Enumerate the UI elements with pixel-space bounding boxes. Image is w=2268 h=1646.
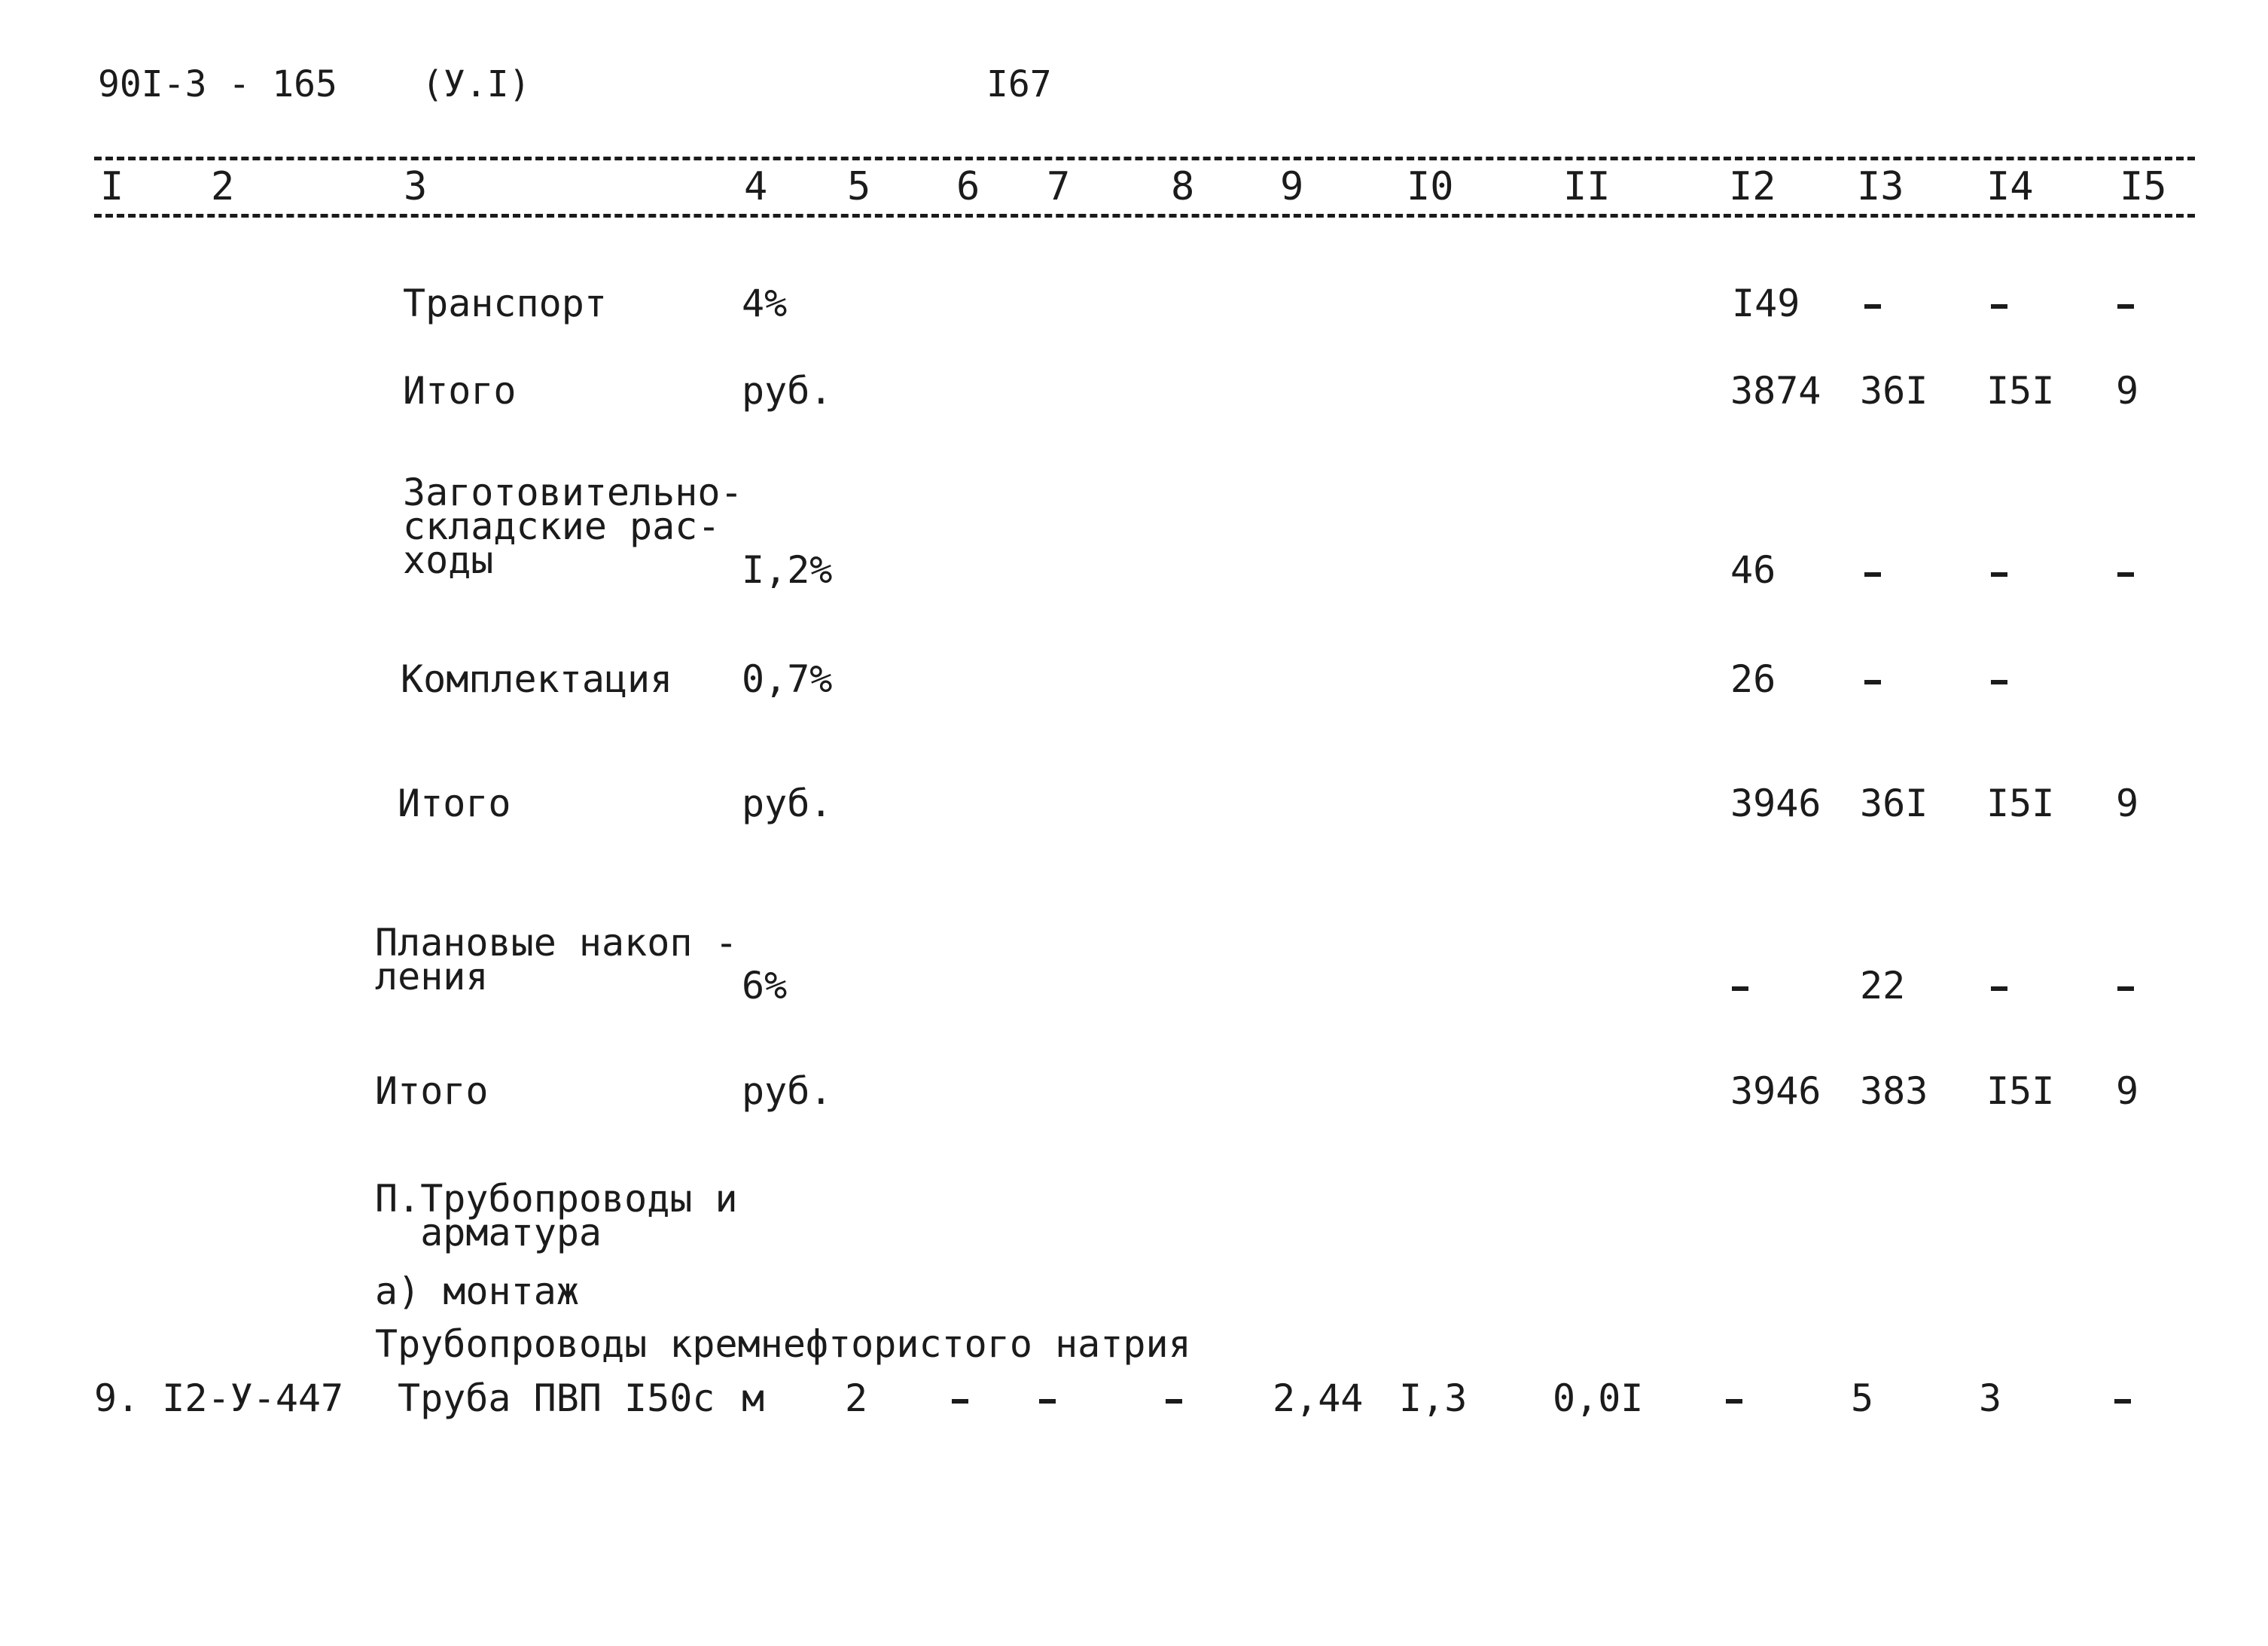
- empty-cell-dash: [1991, 304, 2007, 309]
- row-total-2-col13: 36I: [1860, 782, 1928, 825]
- row-total-2-col14: I5I: [1986, 782, 2055, 825]
- document-variant: (У.I): [422, 63, 531, 105]
- column-number-5: 5: [847, 164, 871, 209]
- row-total-1-unit: руб.: [742, 369, 833, 413]
- item-col8: 2,44: [1273, 1376, 1364, 1420]
- row-total-2-unit: руб.: [742, 782, 833, 825]
- column-number-13: I3: [1857, 164, 1904, 209]
- column-number-6: 6: [956, 164, 980, 209]
- empty-cell-dash: [2114, 1399, 2131, 1404]
- empty-cell-dash: [1864, 304, 1881, 309]
- row-total-3-col13: 383: [1860, 1069, 1928, 1113]
- row-total-3-col15: 9: [2116, 1069, 2139, 1113]
- section-title: П.Трубопроводы и арматура: [375, 1177, 738, 1254]
- row-total-2-col12: 3946: [1730, 782, 1821, 825]
- header-bottom-rule: [94, 214, 2195, 218]
- row-total-2-name: Итого: [398, 782, 511, 825]
- item-number-code: 9. I2-У-447: [94, 1376, 344, 1420]
- row-completion-unit: 0,7%: [742, 657, 833, 701]
- empty-cell-dash: [2117, 304, 2134, 309]
- row-total-1-col12: 3874: [1730, 369, 1821, 413]
- row-total-1-col15: 9: [2116, 369, 2139, 413]
- row-transport-name: Транспорт: [403, 282, 607, 325]
- column-number-1: I: [100, 164, 124, 209]
- item-name: Труба ПВП I50с: [398, 1376, 715, 1420]
- header-top-rule: [94, 157, 2195, 160]
- row-total-2-col15: 9: [2116, 782, 2139, 825]
- subsection-title: а) монтаж: [375, 1270, 579, 1313]
- item-unit: м: [742, 1376, 765, 1420]
- item-col12: 5: [1851, 1376, 1874, 1420]
- column-number-8: 8: [1171, 164, 1195, 209]
- empty-cell-dash: [952, 1399, 968, 1404]
- item-col9: I,3: [1399, 1376, 1468, 1420]
- column-number-10: I0: [1407, 164, 1454, 209]
- row-total-1-name: Итого: [403, 369, 517, 413]
- empty-cell-dash: [1726, 1399, 1742, 1404]
- row-procurement-name: Заготовительно- складские рас- ходы: [403, 471, 743, 582]
- row-total-1-col13: 36I: [1860, 369, 1928, 413]
- row-total-3-unit: руб.: [742, 1069, 833, 1113]
- row-procurement-unit: I,2%: [742, 548, 833, 592]
- column-number-9: 9: [1280, 164, 1304, 209]
- page-number: I67: [986, 63, 1052, 105]
- row-total-3-col12: 3946: [1730, 1069, 1821, 1113]
- column-number-2: 2: [211, 164, 235, 209]
- column-number-12: I2: [1729, 164, 1776, 209]
- column-number-11: II: [1563, 164, 1611, 209]
- row-planned-savings-col13: 22: [1860, 964, 1906, 1007]
- row-planned-savings-name: Плановые накоп - ления: [375, 921, 738, 998]
- item-col13: 3: [1979, 1376, 2002, 1420]
- item-col4: 2: [845, 1376, 868, 1420]
- column-number-14: I4: [1986, 164, 2034, 209]
- column-number-3: 3: [404, 164, 428, 209]
- empty-cell-dash: [1991, 986, 2007, 991]
- row-completion-name: Комплектация: [401, 657, 673, 701]
- empty-cell-dash: [1864, 680, 1881, 684]
- column-number-7: 7: [1047, 164, 1071, 209]
- row-transport-unit: 4%: [742, 282, 788, 325]
- row-planned-savings-unit: 6%: [742, 964, 788, 1007]
- empty-cell-dash: [1864, 572, 1881, 577]
- row-procurement-col12: 46: [1730, 548, 1776, 592]
- column-number-15: I5: [2120, 164, 2167, 209]
- group-title: Трубопроводы кремнефтористого натрия: [375, 1322, 1191, 1366]
- empty-cell-dash: [2117, 986, 2134, 991]
- row-total-3-col14: I5I: [1986, 1069, 2055, 1113]
- row-total-3-name: Итого: [375, 1069, 489, 1113]
- empty-cell-dash: [1991, 680, 2007, 684]
- document-code: 90I-3 - 165: [98, 63, 337, 105]
- column-number-4: 4: [744, 164, 768, 209]
- item-col10: 0,0I: [1553, 1376, 1644, 1420]
- empty-cell-dash: [1991, 572, 2007, 577]
- empty-cell-dash: [1039, 1399, 1056, 1404]
- row-completion-col12: 26: [1730, 657, 1776, 701]
- row-transport-col12: I49: [1732, 282, 1800, 325]
- row-total-1-col14: I5I: [1986, 369, 2055, 413]
- empty-cell-dash: [1732, 986, 1748, 991]
- empty-cell-dash: [1166, 1399, 1182, 1404]
- empty-cell-dash: [2117, 572, 2134, 577]
